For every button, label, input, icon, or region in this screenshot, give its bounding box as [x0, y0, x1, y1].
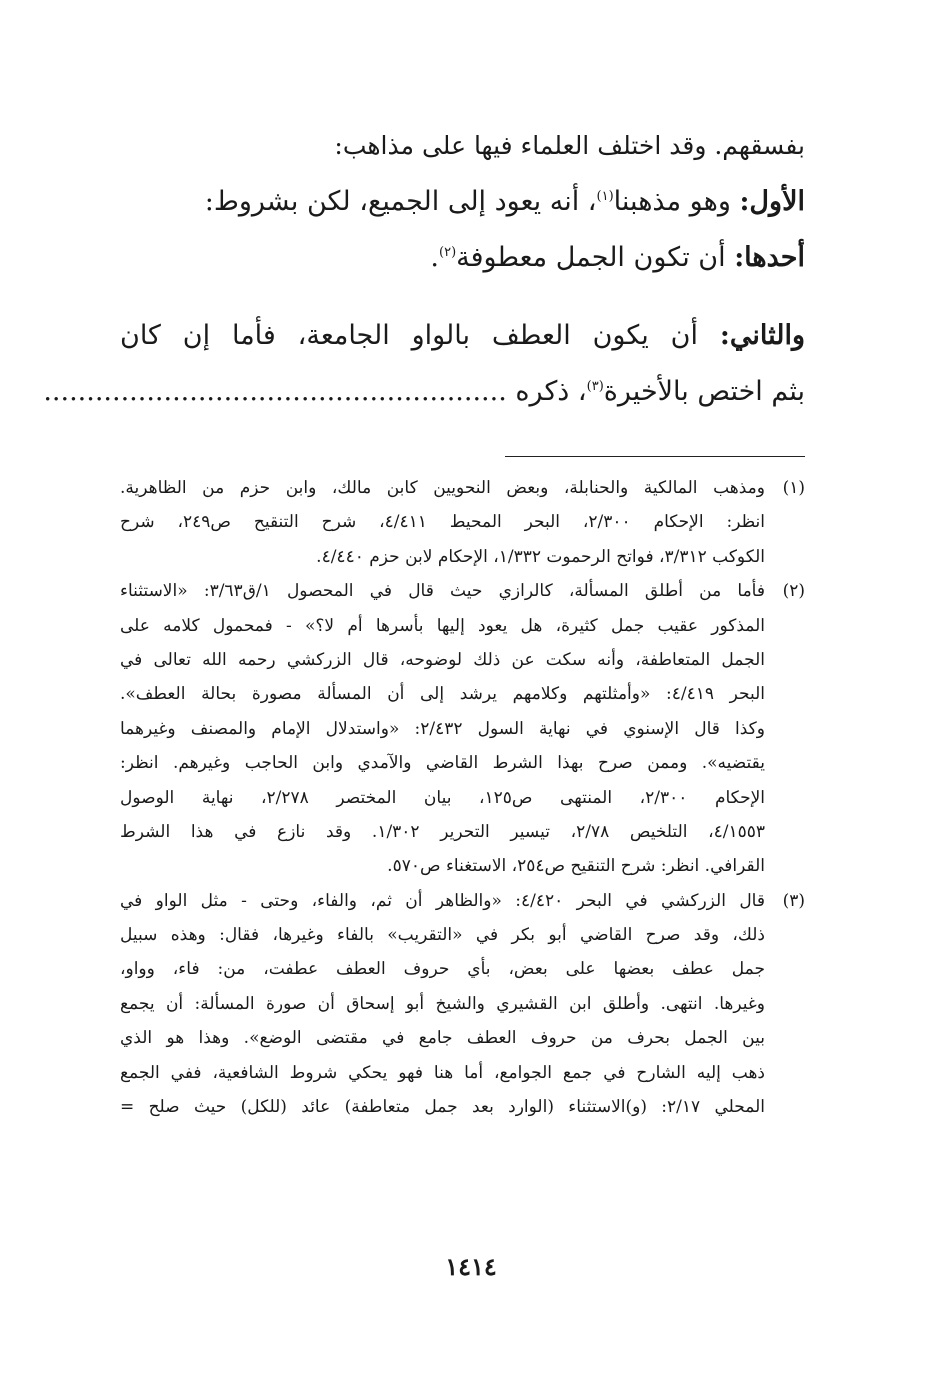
footnote-3	[120, 884, 805, 1125]
main-text-span: بفسقهم. وقد اختلف العلماء فيها على مذاهب:	[334, 131, 805, 160]
footnote-line: ومذهب المالكية والحنابلة، وبعض النحويين كابن مالك، وابن حزم من الظاهرية.	[120, 478, 765, 498]
section-label-first: الأول:	[739, 186, 805, 217]
main-text-line-5	[43, 364, 805, 420]
ellipsis-dots: ......................................................	[43, 376, 507, 407]
footnote-line: انظر: الإحكام ٢/٣٠٠، البحر المحيط ٤/٤١١، شرح التنقيح ص٢٤٩، شرح	[120, 512, 765, 533]
footnote-line: قال الزركشي في البحر ٤/٤٢٠: «والظاهر أن ثم، والفاء، وحتى - مثل الواو في	[120, 890, 765, 911]
footnote-line: القرافي. انظر: شرح التنقيح ص٢٥٤، الاستغناء ص٥٧٠.	[387, 856, 765, 877]
main-text-span: ، أنه يعود إلى الجميع، لكن بشروط:	[204, 186, 597, 217]
footnotes-section	[120, 471, 805, 1124]
main-text-span: بثم اختص بالأخيرة	[603, 376, 805, 407]
footnote-line: المذكور عقيب جمل كثيرة، هل يعود إليها بأسرها أم لا؟» - فمحمول كلامه على	[120, 615, 765, 636]
footnote-line: وغيرها. انتهى. وأطلق ابن القشيري والشيخ أبو إسحاق أن صورة المسألة: أن يجمع	[120, 993, 765, 1014]
footnote-body	[120, 471, 765, 574]
section-label-condition-one: أحدها:	[734, 242, 805, 273]
footnote-line: الجمل المتعاطفة، وأنه سكت عن ذلك لوضوحه، قال الزركشي رحمه الله تعالى في	[120, 649, 765, 670]
main-text-span: وهو مذهبنا	[613, 186, 740, 217]
main-text-line-4	[120, 308, 805, 364]
footnote-number: (١)	[782, 478, 805, 498]
section-label-second: والثاني:	[719, 320, 805, 351]
footnote-line: ذلك، وقد صرح القاضي أبو بكر في «التقريب» بالفاء وغيرها، فقال: وهذه سبيل	[120, 925, 765, 946]
footnote-line: البحر ٤/٤١٩: «وأمثلتهم وكلامهم يرشد إلى أن المسألة مصورة بحالة العطف».	[120, 684, 765, 705]
main-text-line-3	[120, 230, 805, 286]
footnote-number: (٣)	[782, 890, 805, 911]
footnote-ref-1: (١)	[596, 189, 614, 204]
main-text-span: ، ذكره	[506, 376, 587, 407]
footnote-line: الإحكام ٢/٣٠٠، المنتهى ص١٢٥، بيان المختصر ٢/٢٧٨، نهاية الوصول	[120, 787, 765, 808]
footnote-ref-3: (٣)	[586, 379, 604, 394]
footnote-body	[120, 884, 765, 1125]
footnote-line: المحلي ٢/١٧: (و)الاستثناء (الوارد بعد جمل متعاطفة) عائد (للكل) حيث صلح =	[120, 1097, 766, 1118]
footnote-line: جمل عطف بعضها على بعض، بأي حروف العطف عطفت، من: فاء، وواو،	[120, 959, 765, 980]
footnote-line: يقتضيه». وممن صرح بهذا الشرط القاضي والآمدي وابن الحاجب وغيرهم. انظر:	[120, 753, 765, 774]
footnote-2	[120, 574, 805, 884]
main-text-line-1	[120, 118, 805, 174]
main-text-line-2	[120, 174, 805, 230]
footnote-line: الكوكب ٣/٣١٢، فواتح الرحموت ١/٣٣٢، الإحكام لابن حزم ٤/٤٤٠.	[316, 546, 765, 567]
footnote-line: فأما من أطلق المسألة، كالرازي حيث قال في المحصول ١/ق٣/٦٣: «الاستثناء	[120, 581, 765, 602]
footnote-line: وكذا قال الإسنوي في نهاية السول ٢/٤٣٢: «واستدلال الإمام والمصنف وغيرهما	[120, 718, 765, 739]
footnote-ref-2: (٢)	[439, 245, 457, 260]
footnote-body	[120, 574, 765, 884]
footnote-divider	[505, 456, 805, 457]
main-text-span: .	[430, 242, 440, 273]
footnote-line: بين الجمل بحرف من حروف العطف جامع في مقتضى الوضع». وهذا هو الذي	[120, 1028, 765, 1049]
main-text-span: أن تكون الجمل معطوفة	[456, 242, 735, 273]
footnote-1	[120, 471, 805, 574]
footnote-line: ٤/١٥٥٣، التلخيص ٢/٧٨، تيسير التحرير ١/٣٠٢. وقد نازع في هذا الشرط	[120, 821, 766, 842]
page-content	[43, 118, 805, 1124]
main-text-span: أن يكون العطف بالواو الجامعة، فأما إن كان	[120, 320, 720, 351]
footnote-line: ذهب إليه الشارح في جمع الجوامع، أما هنا فهو يحكي شروط الشافعية، ففي الجمع	[120, 1062, 765, 1083]
footnote-number: (٢)	[782, 581, 805, 602]
page-number: ١٤١٤	[445, 1252, 497, 1281]
